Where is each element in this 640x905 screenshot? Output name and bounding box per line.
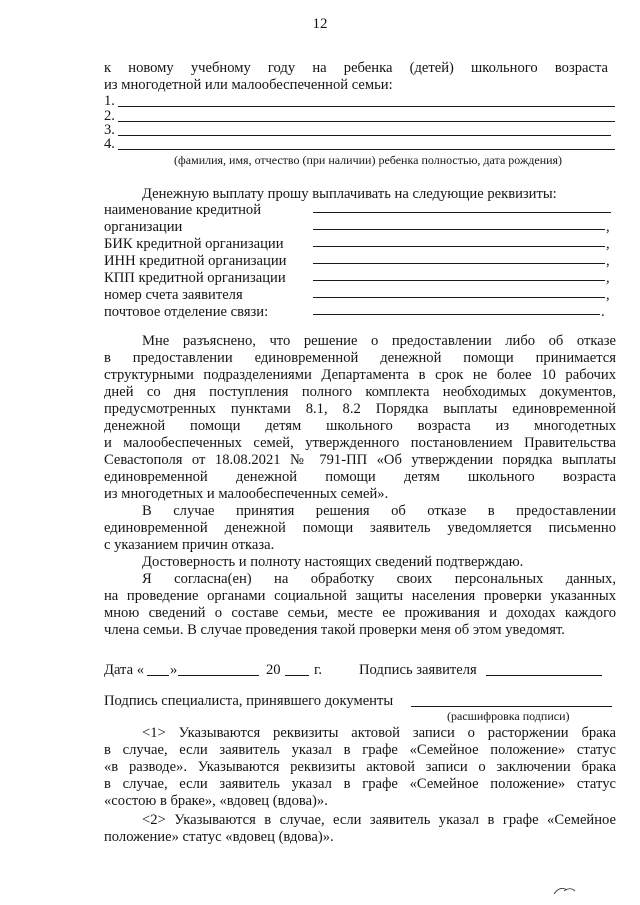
intro-line-1: к новому учебному году на ребенка (детей) школьного возраста (104, 60, 608, 76)
child-field-1[interactable] (118, 106, 615, 107)
para1-line: денежной помощи детям школьного возраста из многодетных (104, 418, 616, 434)
footnote-1-line: в случае, если заявитель указал в графе «Семейное положение» статус (104, 742, 616, 758)
para1-line: в предоставлении единовременной денежной помощи принимается (104, 350, 616, 366)
page-number: 12 (312, 16, 328, 32)
field-end-comma: , (606, 287, 610, 303)
requisite-label-organization: организации (104, 219, 183, 235)
date-month-field[interactable] (178, 675, 259, 676)
requisite-label-account: номер счета заявителя (104, 287, 243, 303)
para1-line: предусмотренных пунктами 8.1, 8.2 Порядка выплаты единовременной (104, 401, 616, 417)
requisites-heading: Денежную выплату прошу выплачивать на следующие реквизиты: (142, 186, 557, 202)
signature-decoding-caption: (расшифровка подписи) (447, 709, 570, 723)
footnote-1-line-last: «состою в браке», «вдовец (вдова)». (104, 793, 328, 809)
para2-line: В случае принятия решения об отказе в предоставлении (142, 503, 616, 519)
field-end-comma: , (606, 219, 610, 235)
field-end-period: . (601, 304, 605, 320)
requisite-label-inn: ИНН кредитной организации (104, 253, 287, 269)
para1-line: структурными подразделениями Департамента в срок не более 10 рабочих (104, 367, 616, 383)
child-number-4: 4. (104, 136, 115, 152)
date-day-field[interactable] (147, 675, 169, 676)
field-end-comma: , (606, 270, 610, 286)
bik-field[interactable] (313, 246, 605, 247)
child-field-2[interactable] (118, 121, 615, 122)
para2-line-last: с указанием причин отказа. (104, 537, 275, 553)
footnote-2-line: <2> Указываются в случае, если заявитель указал в графе «Семейное (142, 812, 616, 828)
footnote-1-line: «в разводе». Указываются реквизиты актовой записи о заключении брака (104, 759, 616, 775)
specialist-signature-field[interactable] (411, 706, 612, 707)
post-office-field[interactable] (313, 314, 600, 315)
date-year-field[interactable] (285, 675, 309, 676)
field-end-comma: , (606, 236, 610, 252)
date-mid: » (170, 662, 178, 678)
account-field[interactable] (313, 297, 605, 298)
child-number-3: 3. (104, 122, 115, 138)
child-field-4[interactable] (118, 149, 615, 150)
footnote-2-line-last: положение» статус «вдовец (вдова)». (104, 829, 334, 845)
para4-line: Я согласна(ен) на обработку своих персональных данных, (142, 571, 616, 587)
requisite-label-bank-name: наименование кредитной (104, 202, 262, 218)
para1-line: Мне разъяснено, что решение о предоставлении либо об отказе (142, 333, 616, 349)
para1-line: и малообеспеченных семей, утвержденного постановлением Правительства (104, 435, 616, 451)
child-number-1: 1. (104, 93, 115, 109)
para4-line: мною сведений о составе семьи, месте ее проживания и доходах каждого (104, 605, 616, 621)
para1-line-last: из многодетных и малообеспеченных семей». (104, 486, 389, 502)
intro-line-2: из многодетной или малообеспеченной семьи: (104, 77, 393, 93)
date-year-suffix: г. (314, 662, 322, 678)
applicant-signature-label: Подпись заявителя (359, 662, 477, 678)
child-field-3[interactable] (118, 135, 611, 136)
date-year: 20 (266, 662, 281, 678)
bank-name-field[interactable] (313, 212, 611, 213)
child-caption: (фамилия, имя, отчество (при наличии) ребенка полностью, дата рождения) (174, 153, 563, 167)
child-number-2: 2. (104, 108, 115, 124)
para1-line: Севастополя от 18.08.2021 № 791-ПП «Об утверждении порядка выплаты (104, 452, 616, 468)
para4-line: на проведение органами социальной защиты населения проверки указанных (104, 588, 616, 604)
requisite-label-kpp: КПП кредитной организации (104, 270, 286, 286)
footnote-1-line: в случае, если заявитель указал в графе «Семейное положение» статус (104, 776, 616, 792)
para1-line: дней со дня поступления полного комплекта необходимых документов, (104, 384, 616, 400)
para4-line-last: члена семьи. В случае проведения такой проверки меня об этом уведомят. (104, 622, 565, 638)
organization-field[interactable] (313, 229, 605, 230)
requisite-label-post-office: почтовое отделение связи: (104, 304, 269, 320)
kpp-field[interactable] (313, 280, 605, 281)
inn-field[interactable] (313, 263, 605, 264)
requisite-label-bik: БИК кредитной организации (104, 236, 284, 252)
specialist-signature-label: Подпись специалиста, принявшего документы (104, 693, 394, 709)
handwritten-mark-icon (552, 885, 578, 899)
field-end-comma: , (606, 253, 610, 269)
para2-line: единовременной денежной помощи заявитель уведомляется письменно (104, 520, 616, 536)
applicant-signature-field[interactable] (486, 675, 602, 676)
para1-line: единовременной денежной помощи детям школьного возраста (104, 469, 616, 485)
footnote-1-line: <1> Указываются реквизиты актовой записи о расторжении брака (142, 725, 616, 741)
para3: Достоверность и полноту настоящих сведений подтверждаю. (142, 554, 524, 570)
date-prefix: Дата « (104, 662, 145, 678)
